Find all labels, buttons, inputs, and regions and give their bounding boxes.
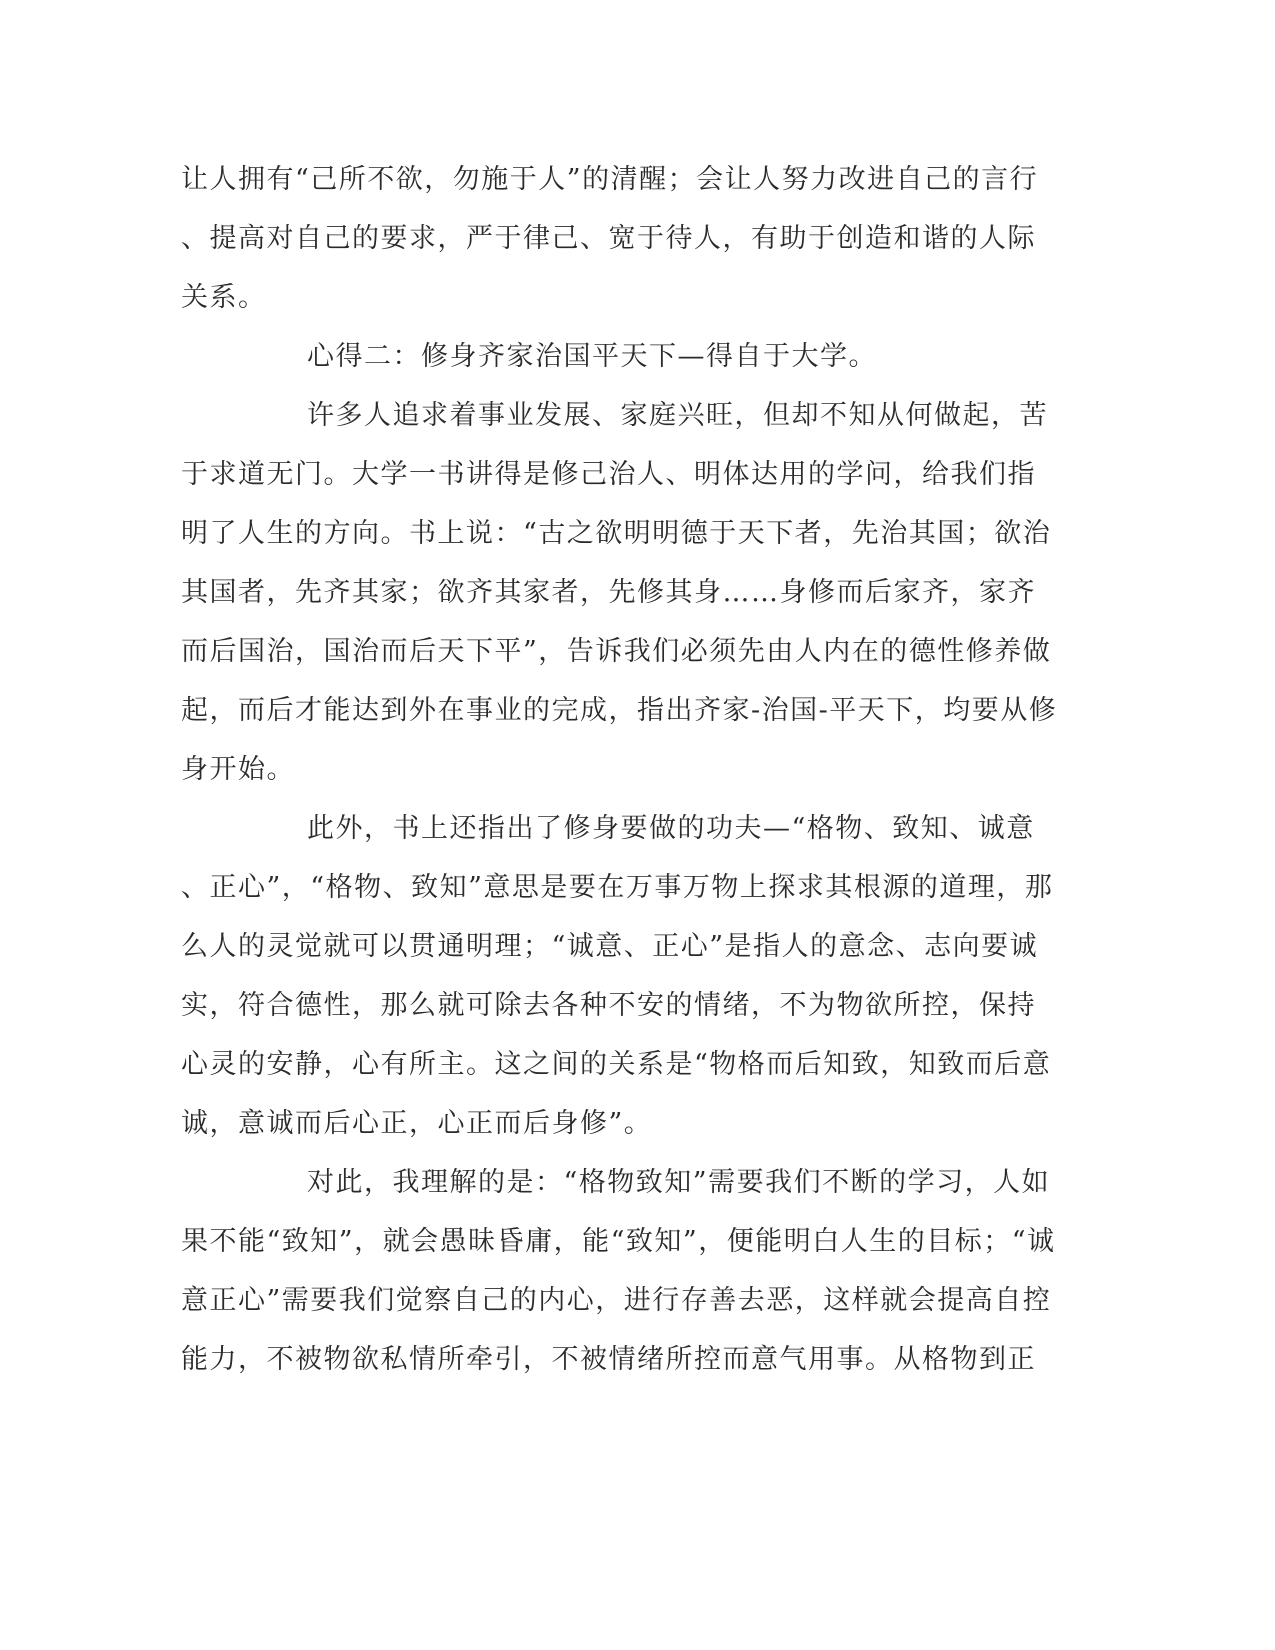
text-line: 实，符合德性，那么就可除去各种不安的情绪，不为物欲所控，保持 [181,990,1036,1021]
text-line: 、提高对自己的要求，严于律己、宽于待人，有助于创造和谐的人际 [181,223,1036,254]
paragraph-start: 此外，书上还指出了修身要做的功夫—“格物、致知、诚意 [307,813,1035,844]
text-line: 么人的灵觉就可以贯通明理；“诚意、正心”是指人的意念、志向要诚 [181,931,1039,962]
text-line: 诚，意诚而后心正，心正而后身修”。 [181,1108,653,1139]
text-line: 意正心”需要我们觉察自己的内心，进行存善去恶，这样就会提高自控 [181,1285,1052,1316]
text-line: 于求道无门。大学一书讲得是修己治人、明体达用的学问，给我们指 [181,459,1036,490]
text-line: 其国者，先齐其家；欲齐其家者，先修其身……身修而后家齐，家齐 [181,577,1036,608]
text-line: 关系。 [181,282,267,313]
paragraph-start: 许多人追求着事业发展、家庭兴旺，但却不知从何做起，苦 [307,400,1048,431]
text-line: 让人拥有“己所不欲，勿施于人”的清醒；会让人努力改进自己的言行 [181,164,1039,195]
paragraph-start: 对此，我理解的是：“格物致知”需要我们不断的学习，人如 [307,1167,1051,1198]
text-line: 能力，不被物欲私情所牵引，不被情绪所控而意气用事。从格物到正 [181,1344,1036,1375]
text-line: 而后国治，国治而后天下平”，告诉我们必须先由人内在的德性修养做 [181,636,1052,667]
text-line: 心灵的安静，心有所主。这之间的关系是“物格而后知致，知致而后意 [181,1049,1052,1080]
section-heading: 心得二：修身齐家治国平天下—得自于大学。 [307,341,877,372]
text-line: 明了人生的方向。书上说：“古之欲明明德于天下者，先治其国；欲治 [181,518,1052,549]
text-line: 果不能“致知”，就会愚昧昏庸，能“致知”，便能明白人生的目标；“诚 [181,1226,1056,1257]
text-line: 起，而后才能达到外在事业的完成，指出齐家-治国-平天下，均要从修 [181,695,1058,726]
text-line: 身开始。 [181,754,295,785]
text-line: 、正心”，“格物、致知”意思是要在万事万物上探求其根源的道理，那 [181,872,1054,903]
